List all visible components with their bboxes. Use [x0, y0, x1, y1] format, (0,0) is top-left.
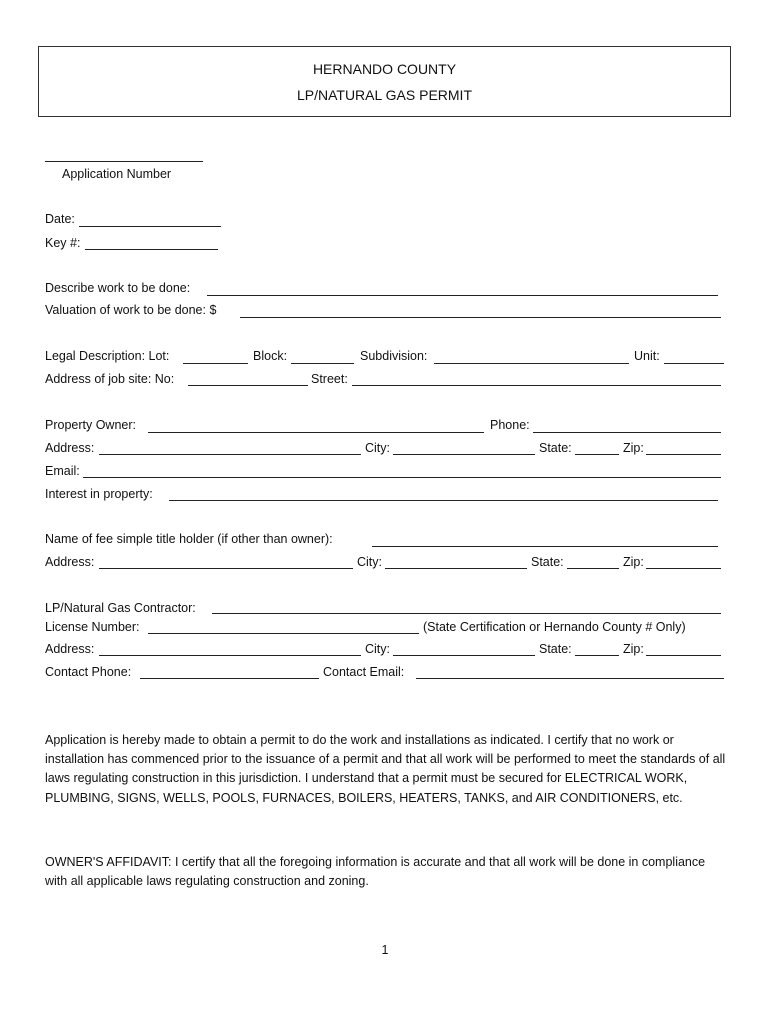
contractor-address-label: Address: [45, 642, 95, 656]
owner-phone-label: Phone: [490, 418, 530, 432]
lot-label: Legal Description: Lot: [45, 349, 170, 363]
subdivision-label: Subdivision: [360, 349, 428, 363]
describe-work-field[interactable] [207, 295, 718, 296]
contractor-address-field[interactable] [99, 655, 361, 656]
county-heading: HERNANDO COUNTY [312, 61, 457, 77]
application-statement: Application is hereby made to obtain a permit to do the work and installations as indicated. I certify that no work or installation has commenced prior to the issuance of a permit and that all work will be performed to meet the standards of all laws regulating construction in this jurisdiction. I understand that a permit must be secured for ELECTRICAL WORK, PLUMBING, SIGNS, WELLS, POOLS, FURNACES, BOILERS, HEATERS, TANKS, and AIR CONDITIONERS, etc. [45, 733, 726, 805]
contractor-city-field[interactable] [393, 655, 535, 656]
page-number: 1 [381, 943, 389, 957]
license-label: License Number: [45, 620, 140, 634]
license-note: (State Certification or Hernando County # Only) [423, 620, 686, 634]
contractor-state-field[interactable] [575, 655, 619, 656]
owner-zip-field[interactable] [646, 454, 721, 455]
contractor-zip-field[interactable] [646, 655, 721, 656]
unit-field[interactable] [664, 363, 724, 364]
key-field[interactable] [85, 249, 218, 250]
holder-zip-field[interactable] [646, 568, 721, 569]
date-field[interactable] [79, 226, 221, 227]
license-field[interactable] [148, 633, 419, 634]
contractor-city-label: City: [365, 642, 390, 656]
contractor-label: LP/Natural Gas Contractor: [45, 601, 196, 615]
interest-label: Interest in property: [45, 487, 153, 501]
contractor-field[interactable] [212, 613, 721, 614]
owner-email-field[interactable] [83, 477, 721, 478]
holder-address-field[interactable] [99, 568, 353, 569]
subdivision-field[interactable] [434, 363, 629, 364]
street-label: Street: [311, 372, 348, 386]
property-owner-field[interactable] [148, 432, 484, 433]
key-label: Key #: [45, 236, 81, 250]
application-number-field[interactable] [45, 161, 203, 162]
owner-email-label: Email: [45, 464, 80, 478]
owner-city-label: City: [365, 441, 390, 455]
owner-affidavit: OWNER'S AFFIDAVIT: I certify that all the foregoing information is accurate and that all work will be done in compliance with all applicable laws regulating construction and zoning. [45, 855, 706, 889]
owner-state-field[interactable] [575, 454, 619, 455]
contact-email-label: Contact Email: [323, 665, 405, 679]
valuation-label: Valuation of work to be done: $ [45, 303, 217, 317]
unit-label: Unit: [634, 349, 660, 363]
valuation-field[interactable] [240, 317, 721, 318]
title-box [38, 46, 731, 117]
block-field[interactable] [291, 363, 354, 364]
title-holder-field[interactable] [372, 546, 718, 547]
lot-field[interactable] [183, 363, 248, 364]
application-number-label: Application Number [62, 167, 172, 181]
property-owner-label: Property Owner: [45, 418, 137, 432]
holder-zip-label: Zip: [623, 555, 644, 569]
job-site-number-field[interactable] [188, 385, 308, 386]
holder-address-label: Address: [45, 555, 95, 569]
owner-city-field[interactable] [393, 454, 535, 455]
contact-email-field[interactable] [416, 678, 724, 679]
block-label: Block: [253, 349, 288, 363]
job-site-number-label: Address of job site: No: [45, 372, 175, 386]
street-field[interactable] [352, 385, 721, 386]
owner-zip-label: Zip: [623, 441, 644, 455]
owner-state-label: State: [539, 441, 572, 455]
permit-title: LP/NATURAL GAS PERMIT [296, 87, 473, 103]
title-holder-label: Name of fee simple title holder (if other than owner): [45, 532, 333, 546]
contact-phone-label: Contact Phone: [45, 665, 132, 679]
contractor-zip-label: Zip: [623, 642, 644, 656]
contact-phone-field[interactable] [140, 678, 319, 679]
interest-field[interactable] [169, 500, 718, 501]
owner-address-field[interactable] [99, 454, 361, 455]
owner-phone-field[interactable] [533, 432, 721, 433]
describe-work-label: Describe work to be done: [45, 281, 191, 295]
holder-city-field[interactable] [385, 568, 527, 569]
date-label: Date: [45, 212, 75, 226]
holder-city-label: City: [357, 555, 382, 569]
owner-address-label: Address: [45, 441, 95, 455]
holder-state-label: State: [531, 555, 564, 569]
contractor-state-label: State: [539, 642, 572, 656]
holder-state-field[interactable] [567, 568, 619, 569]
